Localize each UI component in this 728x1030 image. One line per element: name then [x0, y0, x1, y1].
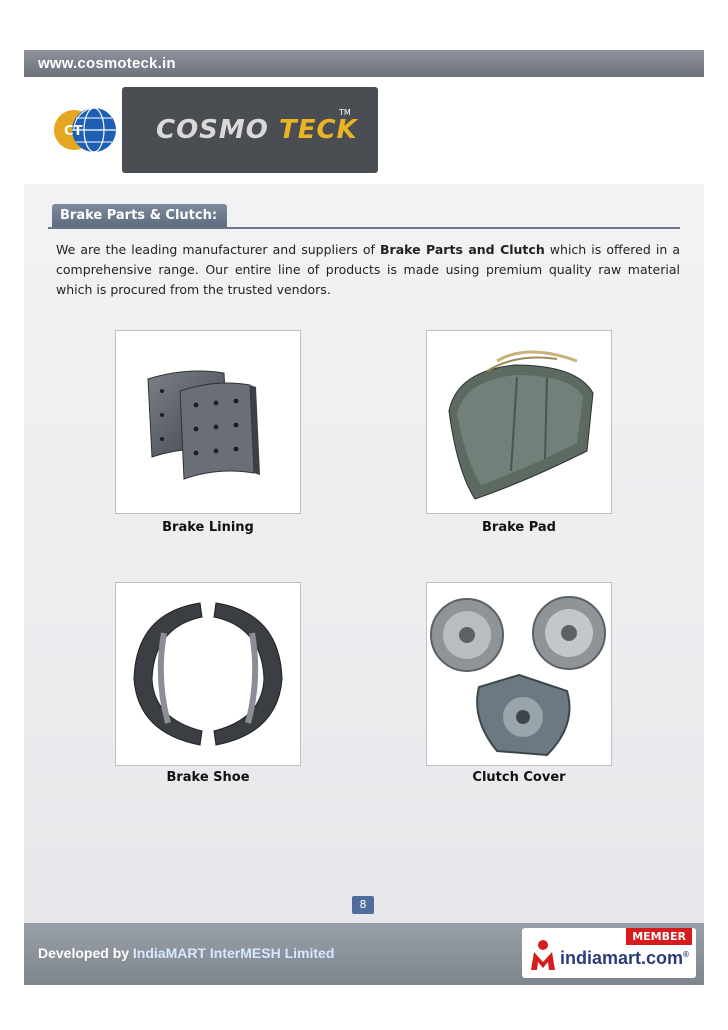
product-card-clutch-cover[interactable] [426, 582, 612, 766]
product-name-brake-lining[interactable]: Brake Lining [162, 520, 254, 535]
intro-bold: Brake Parts and Clutch [380, 242, 545, 257]
brake-pad-image [427, 331, 611, 513]
member-label: MEMBER [626, 928, 692, 945]
page-number: 8 [352, 896, 374, 914]
website-url[interactable]: www.cosmoteck.in [38, 55, 176, 72]
brand-logo-text [156, 115, 358, 145]
website-bar [24, 50, 704, 77]
indiamart-member-badge[interactable] [522, 928, 696, 978]
indiamart-wordmark [560, 948, 689, 969]
registered-mark: ® [683, 950, 689, 959]
product-name-clutch-cover[interactable]: Clutch Cover [472, 770, 566, 785]
product-name-brake-pad[interactable]: Brake Pad [482, 520, 556, 535]
logo-brand-part2: TECK [278, 115, 358, 145]
product-card-brake-lining[interactable] [115, 330, 301, 514]
footer-credit [38, 945, 334, 961]
clutch-cover-image [427, 583, 611, 765]
product-card-brake-pad[interactable] [426, 330, 612, 514]
indiamart-brand-suffix: .com [641, 948, 684, 968]
trademark-mark: TM [339, 108, 351, 117]
product-name-brake-shoe[interactable]: Brake Shoe [166, 770, 250, 785]
footer-company-link[interactable]: IndiaMART InterMESH Limited [132, 945, 335, 961]
globe-logo-icon [50, 104, 118, 156]
intro-paragraph [56, 240, 680, 300]
footer-developed-by: Developed by [38, 945, 133, 961]
section-divider [48, 227, 680, 229]
brake-lining-image [116, 331, 300, 513]
product-card-brake-shoe[interactable] [115, 582, 301, 766]
brake-shoe-image [116, 583, 300, 765]
intro-text-2: which is offered in a comprehensive range. Our entire line of products is made using premium quality raw material which is procured from the trusted vendors. [56, 242, 680, 297]
brand-logo [122, 87, 378, 173]
logo-brand-part1: COSMO [156, 115, 269, 145]
logo-initials: CT [64, 124, 83, 139]
section-title: Brake Parts & Clutch: [52, 204, 227, 228]
indiamart-logo-icon [528, 938, 558, 972]
page-background [24, 50, 704, 985]
intro-text-1: We are the leading manufacturer and suppliers of [56, 242, 381, 257]
indiamart-brand: indiamart [560, 948, 642, 968]
